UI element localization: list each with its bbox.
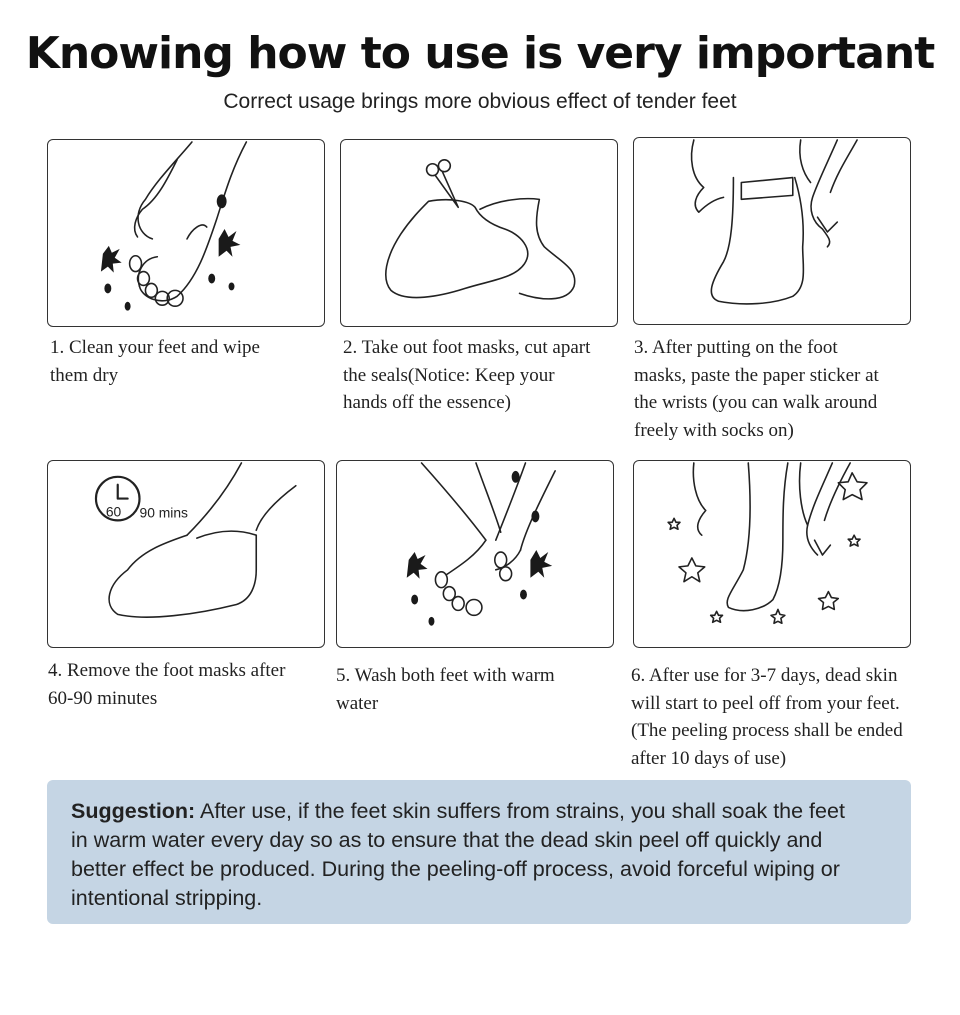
step-5-line-1: 5. Wash both feet with warm — [336, 665, 555, 686]
suggestion-label: Suggestion: — [71, 799, 196, 823]
step-1-caption — [50, 334, 260, 389]
step-4-line-2: 60-90 minutes — [48, 687, 158, 709]
step-3-line-2: masks, paste the paper sticker at — [634, 364, 879, 386]
suggestion-line-1 — [71, 797, 887, 826]
suggestion-text-3: better effect be produced. During the peeling-off process, avoid forceful wiping or — [71, 857, 840, 881]
step-5-caption — [336, 662, 555, 717]
step-2-caption — [343, 334, 590, 417]
step-6-line-2: will start to peel off from your feet. — [631, 692, 900, 714]
step-2-illustration — [340, 139, 618, 327]
step-2-line-1: 2. Take out foot masks, cut apart — [343, 337, 591, 358]
timer-foot-icon — [48, 461, 324, 647]
step-1-line-2: them dry — [50, 364, 119, 386]
step-6-line-1: 6. After use for 3-7 days, dead skin — [631, 665, 898, 686]
step-3-line-1: 3. After putting on the foot — [634, 337, 838, 358]
page-title: Knowing how to use is very important — [25, 28, 935, 79]
step-4-line-1: 4. Remove the foot masks after — [48, 660, 286, 681]
suggestion-box — [47, 780, 911, 924]
step-2-line-3: hands off the essence) — [343, 392, 511, 413]
step-1-line-1: 1. Clean your feet and wipe — [50, 337, 260, 358]
step-1-illustration — [47, 139, 325, 327]
step-6-illustration — [633, 460, 911, 648]
page-subtitle: Correct usage brings more obvious effect of tender feet — [223, 90, 737, 113]
step-4-illustration — [47, 460, 325, 648]
step-3-line-3: the wrists (you can walk around — [634, 392, 878, 413]
step-6-line-3: (The peeling process shall be ended — [631, 720, 903, 741]
suggestion-text-2: in warm water every day so as to ensure that the dead skin peel off quickly and — [71, 828, 823, 852]
step-3-illustration — [633, 137, 911, 325]
step-5-illustration — [336, 460, 614, 648]
sparkling-foot-icon — [634, 461, 910, 647]
feet-washing-icon — [337, 461, 613, 647]
step-6-caption — [631, 662, 903, 772]
feet-washing-icon — [48, 140, 324, 326]
step-2-line-2: the seals(Notice: Keep your — [343, 364, 555, 386]
step-6-line-4: after 10 days of use) — [631, 747, 787, 769]
suggestion-text-4: intentional stripping. — [71, 886, 263, 910]
timer-start-label: 60 — [105, 503, 122, 520]
step-4-caption — [48, 657, 285, 712]
suggestion-text-1: After use, if the feet skin suffers from strains, you shall soak the feet — [195, 799, 845, 823]
step-5-line-2: water — [336, 692, 379, 714]
step-3-caption — [634, 334, 879, 444]
timer-duration-label: 90 mins — [139, 504, 188, 521]
scissors-cut-mask-icon — [341, 140, 617, 326]
step-3-line-4: freely with socks on) — [634, 419, 794, 441]
put-on-mask-icon — [634, 138, 910, 324]
